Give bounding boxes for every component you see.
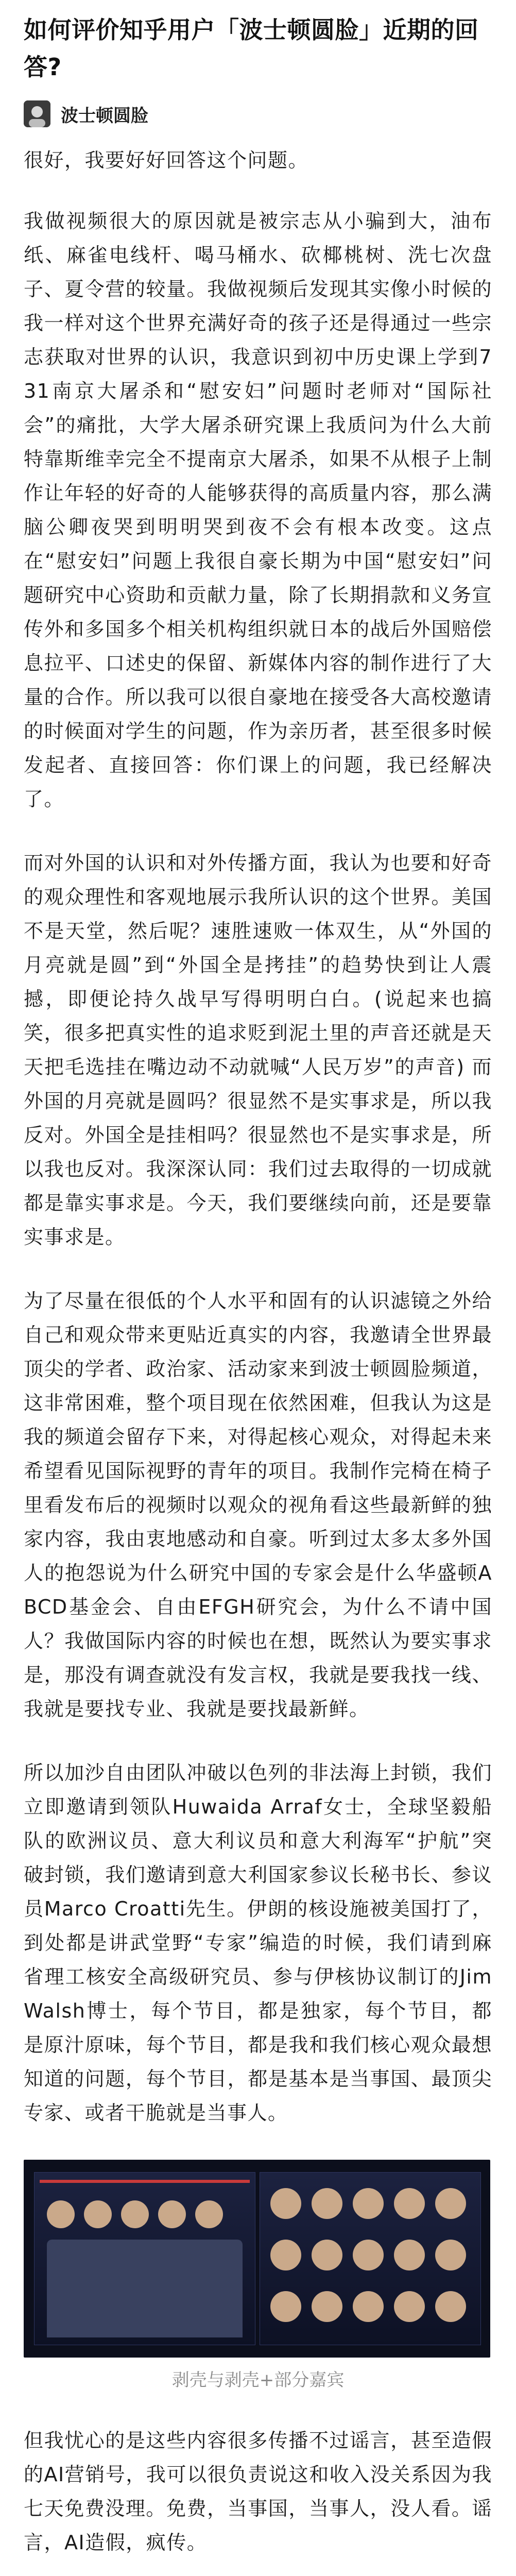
guest-photo: [270, 2188, 301, 2219]
author-name[interactable]: 波士顿圆脸: [61, 105, 148, 126]
poster-strip: [40, 2180, 250, 2183]
question-title[interactable]: 如何评价知乎用户「波士顿圆脸」近期的回答?: [24, 16, 479, 81]
poster-block: [47, 2240, 243, 2337]
guest-photo: [435, 2188, 466, 2219]
guest-photo: [121, 2200, 149, 2228]
answer-paragraph: 而对外国的认识和对外传播方面，我认为也要和好奇的观众理性和客观地展示我所认识的这个世界。美国不是天堂，然后呢？速胜速败一体双生，从“外国的月亮就是圆”到“外国全是拷挂”的趋势快到让人震撼，即便论持久战早写得明明白白。(说起来也搞笑，很多把真实性的追求贬到泥土里的声音还就是天天把毛选挂在嘴边动不动就喊“人民万岁”的声音) 而外国的月亮就是圆吗？很显然不是实事求是，所以我反对。外国全是挂相吗？很显然也不是实事求是，所以我也反对。我深深认同：我们过去取得的一切成就都是靠实事求是。今天，我们要继续向前，还是要靠实事求是。: [24, 852, 492, 1248]
answer-paragraph: 我做视频很大的原因就是被宗志从小骗到大，油布纸、麻雀电线杆、喝马桶水、砍椰桃树、洗七次盘子、夏令营的较量。我做视频后发现其实像小时候的我一样对这个世界充满好奇的孩子还是得通过一些宗志获取对世界的认识，我意识到初中历史课上学到731南京大屠杀和“慰安妇”问题时老师对“国际社会”的痛批，大学大屠杀研究课上我质问为什么大前特靠斯维幸完全不提南京大屠杀，如果不从根子上制作让年轻的好奇的人能够获得的高质量内容，那么满脑公卿夜哭到明明哭到夜不会有根本改变。这点在“慰安妇”问题上我很自豪长期为中国“慰安妇”问题研究中心资助和贡献力量，除了长期捐款和义务宣传外和多国多个相关机构组织就日本的战后外国赔偿息拉平、口述史的保留、新媒体内容的制作进行了大量的合作。所以我可以很自豪地在接受各大高校邀请的时候面对学生的问题，作为亲历者，甚至很多时候发起者、直接回答：你们课上的问题，我已经解决了。: [24, 210, 492, 810]
guest-photo: [195, 2200, 223, 2228]
guest-photo: [47, 2200, 75, 2228]
answer-paragraph: 很好，我要好好回答这个问题。: [24, 149, 309, 172]
guest-photo: [435, 2240, 466, 2270]
guest-photo: [312, 2188, 342, 2219]
answer-content: [24, 143, 492, 2576]
guest-photo: [270, 2291, 301, 2322]
answer-paragraph: 为了尽量在很低的个人水平和固有的认识滤镜之外给自己和观众带来更贴近真实的内容，我邀请全世界最顶尖的学者、政治家、活动家来到波士顿圆脸频道，这非常困难，整个项目现在依然困难，但我认为这是我的频道会留存下来，对得起核心观众，对得起未来希望看见国际视野的青年的项目。我制作完椅在椅子里看发布后的视频时以观众的视角看这些最新鲜的独家内容，我由衷地感动和自豪。听到过太多太多外国人的抱怨说为什么研究中国的专家会是什么华盛顿ABCD基金会、自由EFGH研究会，为什么不请中国人？我做国际内容的时候也在想，既然认为要实事求是，那没有调查就没有发言权，我就是要我找一线、我就是要找专业、我就是要找最新鲜。: [24, 1290, 492, 1720]
author-row[interactable]: [24, 95, 492, 133]
guest-photo: [353, 2188, 384, 2219]
guest-photo: [312, 2291, 342, 2322]
guest-photo: [270, 2240, 301, 2270]
poster-panel-right: [260, 2172, 481, 2345]
answer-image-figure: [24, 2160, 492, 2394]
guest-photo: [394, 2291, 425, 2322]
guest-poster-image[interactable]: [24, 2160, 490, 2358]
answer-paragraph: 所以加沙自由团队冲破以色列的非法海上封锁，我们立即邀请到领队Huwaida Arraf女士，全球坚毅船队的欧洲议员、意大利议员和意大利海军“护航”突破封锁，我们邀请到意大利国家参议长秘书长、参议员Marco Croatti先生。伊朗的核设施被美国打了，到处都是讲武堂野“专家”编造的时候，我们请到麻省理工核安全高级研究员、参与伊核协议制订的Jim Walsh博士，每个节目，都是独家，每个节目，都是原汁原味，每个节目，都是我和我们核心观众最想知道的问题，每个节目，都是基本是当事国、最顶尖专家、或者干脆就是当事人。: [24, 1761, 492, 2124]
poster-panel-left: [34, 2172, 255, 2345]
guest-photo: [394, 2188, 425, 2219]
guest-photo: [353, 2291, 384, 2322]
guest-photo: [394, 2240, 425, 2270]
guest-photo: [353, 2240, 384, 2270]
avatar-icon: [24, 100, 50, 127]
answer-paragraph: 但我忧心的是这些内容很多传播不过谣言，甚至造假的AI营销号，我可以很负责说这和收入没关系因为我七天免费没理。免费，当事国，当事人，没人看。谣言，AI造假，疯传。: [24, 2429, 492, 2554]
avatar[interactable]: [24, 100, 50, 127]
guest-photo: [312, 2240, 342, 2270]
guest-photo: [158, 2200, 186, 2228]
guest-photo: [84, 2200, 112, 2228]
image-caption: 剥壳与剥壳+部分嘉宾: [171, 2370, 345, 2391]
guest-photo: [435, 2291, 466, 2322]
